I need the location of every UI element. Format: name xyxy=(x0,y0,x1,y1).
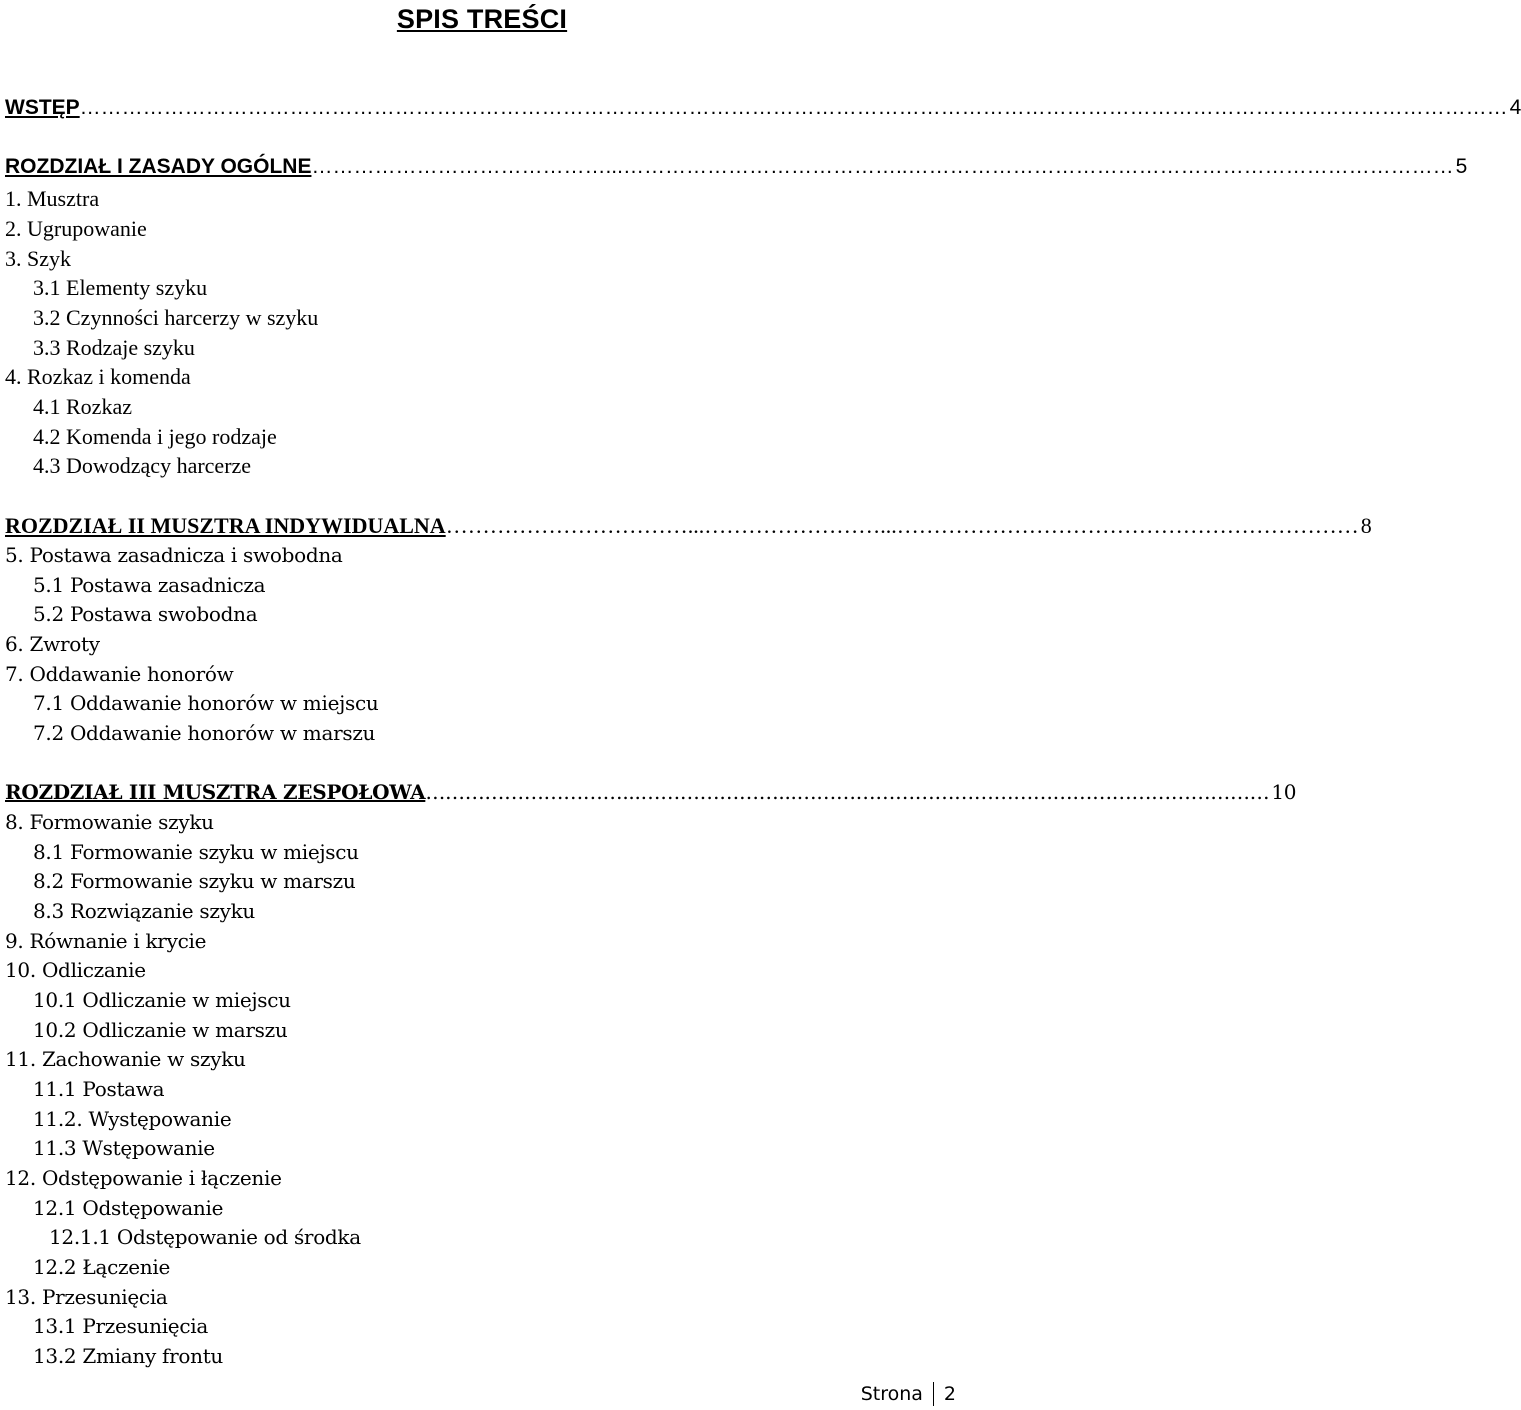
toc-entry[interactable]: 1. Musztra xyxy=(5,186,100,211)
toc-entry[interactable]: 11.1 Postawa xyxy=(33,1077,165,1101)
toc-entry[interactable]: 11.3 Wstępowanie xyxy=(33,1136,215,1160)
toc-entry[interactable]: 6. Zwroty xyxy=(5,632,100,656)
page-title: SPIS TREŚCI xyxy=(396,4,568,34)
leader-dots: ……………………………………...…………………………………..…………………………………………………………………… xyxy=(311,155,1454,178)
toc-entry[interactable]: 12.2 Łączenie xyxy=(33,1255,170,1279)
toc-entry[interactable]: 7.1 Oddawanie honorów w miejscu xyxy=(33,691,379,715)
toc-section-chapter-1[interactable] xyxy=(5,155,1468,179)
toc-entry[interactable]: 4.1 Rozkaz xyxy=(33,394,132,419)
toc-entry[interactable]: 10.1 Odliczanie w miejscu xyxy=(33,988,291,1012)
toc-entry[interactable]: 3.1 Elementy szyku xyxy=(33,275,208,300)
toc-entry[interactable]: 11. Zachowanie w szyku xyxy=(5,1047,246,1071)
toc-entry[interactable]: 12.1.1 Odstępowanie od środka xyxy=(49,1225,361,1249)
footer-page-number: 2 xyxy=(943,1383,956,1405)
toc-entry[interactable]: 5.2 Postawa swobodna xyxy=(33,602,258,626)
toc-entry[interactable]: 12.1 Odstępowanie xyxy=(33,1196,224,1220)
toc-entry[interactable]: 4.2 Komenda i jego rodzaje xyxy=(33,424,277,449)
toc-entry[interactable]: 4.3 Dowodzący harcerze xyxy=(33,453,252,478)
leader-dots: …………………………………………………………………………………………………………………………………………………………………………………… xyxy=(79,96,1508,119)
page-number: 10 xyxy=(1271,780,1297,804)
toc-entry[interactable]: 11.2. Występowanie xyxy=(33,1107,232,1131)
section-title: ROZDZIAŁ I ZASADY OGÓLNE xyxy=(5,155,312,178)
toc-entry[interactable]: 8.2 Formowanie szyku w marszu xyxy=(33,869,356,893)
toc-entry[interactable]: 7. Oddawanie honorów xyxy=(5,662,234,686)
footer-divider xyxy=(933,1382,934,1406)
toc-entry[interactable]: 3. Szyk xyxy=(5,246,71,271)
section-title: ROZDZIAŁ III MUSZTRA ZESPOŁOWA xyxy=(5,780,426,804)
toc-entry[interactable]: 5.1 Postawa zasadnicza xyxy=(33,573,266,597)
toc-entry[interactable]: 3.2 Czynności harcerzy w szyku xyxy=(33,305,319,330)
toc-entry[interactable]: 12. Odstępowanie i łączenie xyxy=(5,1166,282,1190)
footer-label: Strona xyxy=(860,1383,923,1405)
toc-entry[interactable]: 8.3 Rozwiązanie szyku xyxy=(33,899,255,923)
toc-entry[interactable]: 8. Formowanie szyku xyxy=(5,810,214,834)
toc-section-intro[interactable] xyxy=(5,96,1521,120)
toc-entry[interactable]: 8.1 Formowanie szyku w miejscu xyxy=(33,840,359,864)
page-number: 8 xyxy=(1360,513,1372,538)
page-number: 5 xyxy=(1455,155,1468,178)
toc-entry[interactable]: 2. Ugrupowanie xyxy=(5,216,147,241)
section-title: ROZDZIAŁ II MUSZTRA INDYWIDUALNA xyxy=(5,513,446,538)
toc-entry[interactable]: 13. Przesunięcia xyxy=(5,1285,168,1309)
toc-entry[interactable]: 10.2 Odliczanie w marszu xyxy=(33,1018,288,1042)
page-footer xyxy=(861,1382,956,1406)
leader-dots: …………………………...…………………...……………………………………………………………… xyxy=(425,780,1270,804)
page-number: 4 xyxy=(1509,96,1521,119)
toc-entry[interactable]: 13.1 Przesunięcia xyxy=(33,1314,208,1338)
toc-section-chapter-2[interactable] xyxy=(5,513,1372,539)
toc-entry[interactable]: 13.2 Zmiany frontu xyxy=(33,1344,224,1368)
toc-entry[interactable]: 3.3 Rodzaje szyku xyxy=(33,335,195,360)
toc-entry[interactable]: 7.2 Oddawanie honorów w marszu xyxy=(33,721,376,745)
toc-section-chapter-3[interactable] xyxy=(5,780,1297,804)
toc-entry[interactable]: 9. Równanie i krycie xyxy=(5,929,207,953)
toc-entry[interactable]: 4. Rozkaz i komenda xyxy=(5,364,191,389)
section-title: WSTĘP xyxy=(5,96,80,119)
leader-dots: ……………………………...……………………...……………………………………………………… xyxy=(445,513,1359,538)
toc-entry[interactable]: 5. Postawa zasadnicza i swobodna xyxy=(5,543,343,567)
toc-entry[interactable]: 10. Odliczanie xyxy=(5,958,146,982)
